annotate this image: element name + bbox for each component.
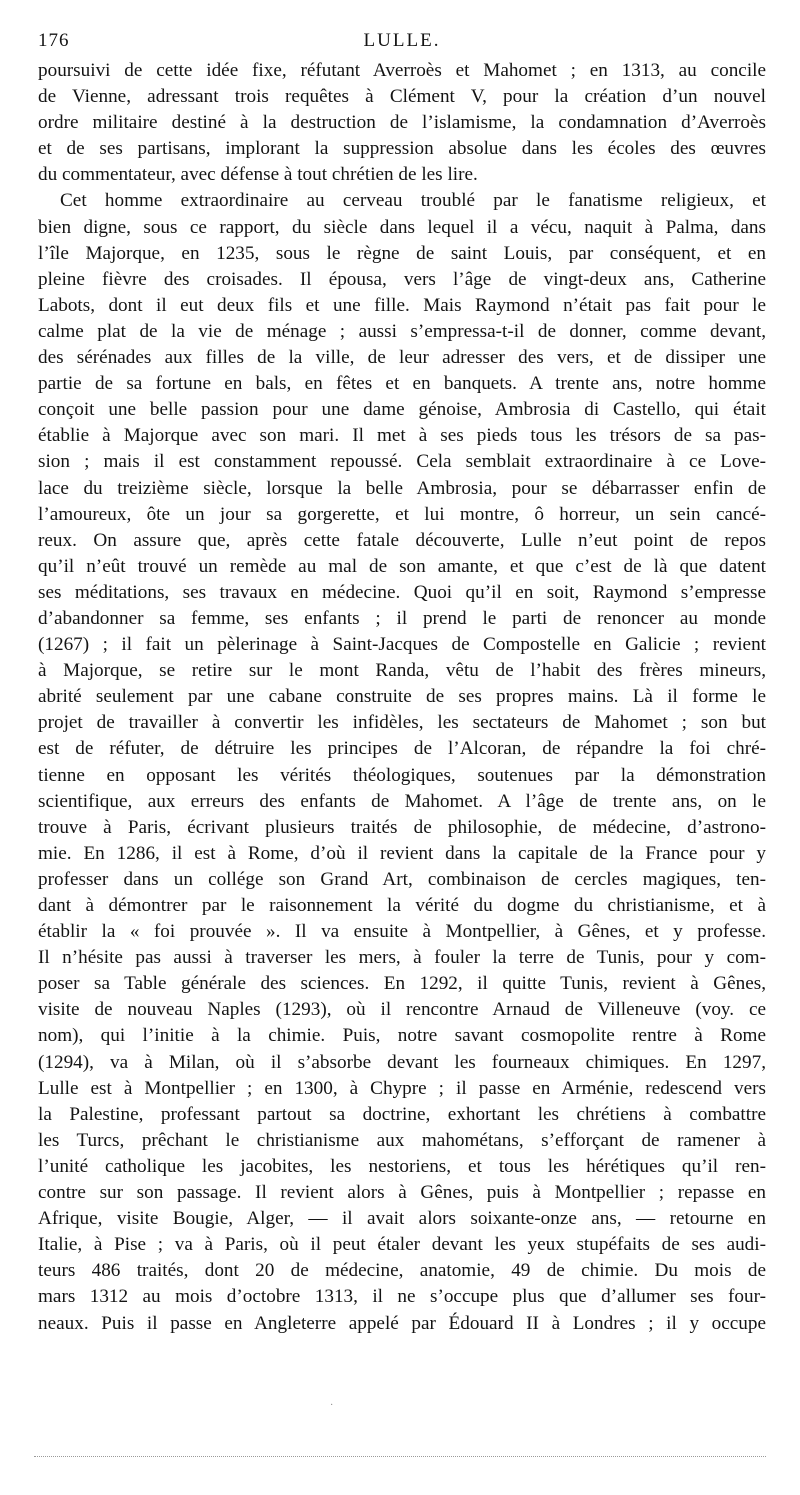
text-line: (1294), va à Milan, où il s’absorbe devant les fourneaux chimiques. En 1297, — [38, 1051, 766, 1073]
bottom-dotted-rule — [34, 1456, 766, 1457]
text-line: d’abandonner sa femme, ses enfants ; il prend le parti de renoncer au monde — [38, 607, 766, 629]
text-line: l’île Majorque, en 1235, sous le règne de saint Louis, par conséquent, et en — [38, 242, 766, 264]
text-line: poursuivi de cette idée fixe, réfutant Averroès et Mahomet ; en 1313, au concile — [38, 60, 766, 81]
text-line: l’amoureux, ôte un jour sa gorgerette, et lui montre, ô horreur, un sein cancé- — [38, 503, 766, 525]
text-line: bien digne, sous ce rapport, du siècle dans lequel il a vécu, naquit à Palma, dans — [38, 216, 766, 238]
text-line: Italie, à Pise ; va à Paris, où il peut étaler devant les yeux stupéfaits de ses audi- — [38, 1234, 766, 1256]
text-line: projet de travailler à convertir les infidèles, les sectateurs de Mahomet ; son but — [38, 712, 766, 734]
page-header — [38, 28, 766, 58]
body-text — [38, 58, 766, 1337]
text-line: abrité seulement par une cabane construite de ses propres mains. Là il forme le — [38, 686, 766, 708]
book-page — [38, 28, 766, 1337]
text-line: Lulle est à Montpellier ; en 1300, à Chypre ; il passe en Arménie, redescend vers — [38, 1077, 766, 1099]
text-line: conçoit une belle passion pour une dame génoise, Ambrosia di Castello, qui était — [38, 399, 766, 421]
text-line: ordre militaire destiné à la destruction de l’islamisme, la condamnation d’Averroès — [38, 112, 766, 134]
text-line: Il n’hésite pas aussi à traverser les mers, à fouler la terre de Tunis, pour y com- — [38, 947, 766, 969]
text-line: lace du treizième siècle, lorsque la belle Ambrosia, pour se débarrasser enfin de — [38, 477, 766, 499]
text-line: dant à démontrer par le raisonnement la vérité du dogme du christianisme, et à — [38, 895, 766, 916]
text-line: mars 1312 au mois d’octobre 1313, il ne s’occupe plus que d’allumer ses four- — [38, 1286, 766, 1308]
text-line: établie à Majorque avec son mari. Il met à ses pieds tous les trésors de sa pas- — [38, 425, 766, 447]
text-line: l’unité catholique les jacobites, les nestoriens, et tous les hérétiques qu’il ren- — [38, 1155, 766, 1177]
text-line: qu’il n’eût trouvé un remède au mal de son amante, et que c’est de là que datent — [38, 555, 766, 577]
text-line: reux. On assure que, après cette fatale découverte, Lulle n’eut point de repos — [38, 529, 766, 551]
paragraph-1 — [38, 58, 766, 188]
text-line: tienne en opposant les vérités théologiques, soutenues par la démonstration — [38, 764, 766, 786]
text-line: contre sur son passage. Il revient alors à Gênes, puis à Montpellier ; repasse en — [38, 1182, 766, 1204]
print-speck: · — [330, 1400, 334, 1411]
text-line: Cet homme extraordinaire au cerveau troublé par le fanatisme religieux, et — [60, 190, 766, 212]
text-line: Labots, dont il eut deux fils et une fille. Mais Raymond n’était pas fait pour le — [38, 294, 766, 316]
text-line: teurs 486 traités, dont 20 de médecine, anatomie, 49 de chimie. Du mois de — [38, 1260, 766, 1282]
text-line: partie de sa fortune en bals, en fêtes et en banquets. A trente ans, notre homme — [38, 373, 766, 395]
text-line: (1267) ; il fait un pèlerinage à Saint-Jacques de Compostelle en Galicie ; revient — [38, 634, 766, 656]
text-line: mie. En 1286, il est à Rome, d’où il revient dans la capitale de la France pour y — [38, 842, 766, 864]
text-line: scientifique, aux erreurs des enfants de Mahomet. A l’âge de trente ans, on le — [38, 790, 766, 812]
text-line: neaux. Puis il passe en Angleterre appelé par Édouard II à Londres ; il y occupe — [38, 1312, 766, 1334]
text-line: pleine fièvre des croisades. Il épousa, vers l’âge de vingt-deux ans, Catherine — [38, 268, 766, 290]
text-line: sion ; mais il est constamment repoussé. Cela semblait extraordinaire à ce Love- — [38, 451, 766, 473]
text-line: est de réfuter, de détruire les principes de l’Alcoran, de répandre la foi chré- — [38, 738, 766, 760]
text-line: établir la « foi prouvée ». Il va ensuite à Montpellier, à Gênes, et y professe. — [38, 921, 766, 943]
text-line: et de ses partisans, implorant la suppression absolue dans les écoles des œuvres — [38, 138, 766, 160]
text-line: des sérénades aux filles de la ville, de leur adresser des vers, et de dissiper une — [38, 347, 766, 369]
text-line: à Majorque, se retire sur le mont Randa, vêtu de l’habit des frères mineurs, — [38, 660, 766, 682]
text-line: professer dans un collége son Grand Art, combinaison de cercles magiques, ten- — [38, 868, 766, 890]
text-line: Afrique, visite Bougie, Alger, — il avait alors soixante-onze ans, — retourne en — [38, 1208, 766, 1230]
text-line: les Turcs, prêchant le christianisme aux mahométans, s’efforçant de ramener à — [38, 1129, 766, 1151]
running-head: LULLE. — [363, 30, 441, 51]
text-line: de Vienne, adressant trois requêtes à Clément V, pour la création d’un nouvel — [38, 86, 766, 108]
text-line: nom), qui l’initie à la chimie. Puis, notre savant cosmopolite rentre à Rome — [38, 1025, 766, 1047]
text-line: visite de nouveau Naples (1293), où il rencontre Arnaud de Villeneuve (voy. ce — [38, 999, 766, 1021]
page-number: 176 — [38, 30, 70, 51]
text-line: calme plat de la vie de ménage ; aussi s’empressa-t-il de donner, comme devant, — [38, 320, 766, 342]
text-line: poser sa Table générale des sciences. En 1292, il quitte Tunis, revient à Gênes, — [38, 973, 766, 995]
text-line: du commentateur, avec défense à tout chrétien de les lire. — [38, 164, 478, 186]
paragraph-2 — [38, 188, 766, 1336]
text-line: la Palestine, professant partout sa doctrine, exhortant les chrétiens à combattre — [38, 1103, 766, 1125]
text-line: ses méditations, ses travaux en médecine. Quoi qu’il en soit, Raymond s’empresse — [38, 581, 766, 603]
text-line: trouve à Paris, écrivant plusieurs traités de philosophie, de médecine, d’astrono- — [38, 816, 766, 838]
